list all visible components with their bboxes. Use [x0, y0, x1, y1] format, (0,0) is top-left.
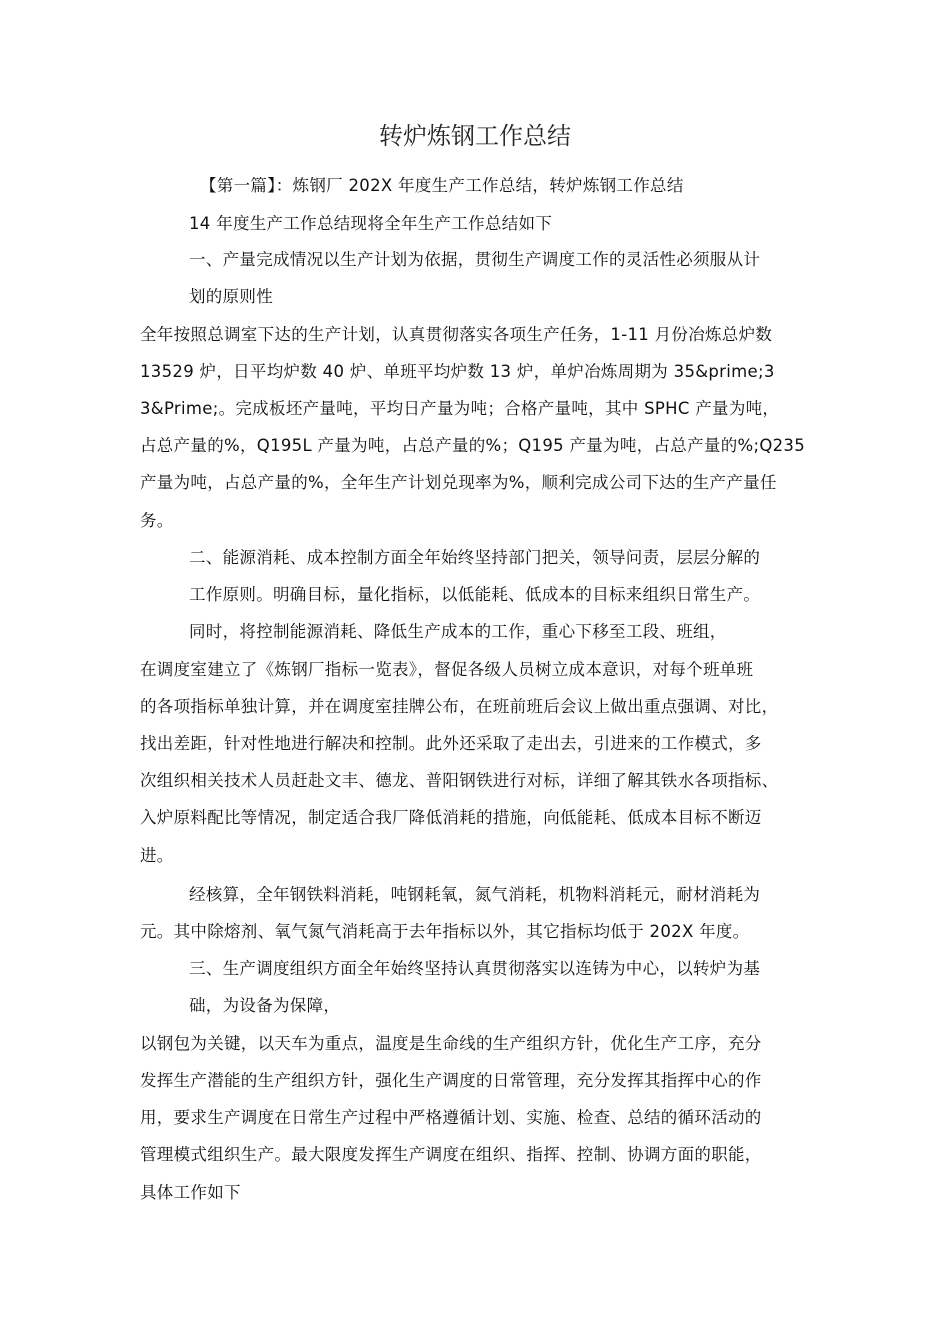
text-line: 管理模式组织生产。最大限度发挥生产调度在组织、指挥、控制、协调方面的职能，: [140, 1145, 762, 1164]
text-line: 13529 炉，日平均炉数 40 炉、单班平均炉数 13 炉，单炉冶炼周期为 35&prime;3: [140, 362, 775, 381]
text-line: 一、产量完成情况以生产计划为依据，贯彻生产调度工作的灵活性必须服从计: [189, 250, 761, 269]
text-line: 三、生产调度组织方面全年始终坚持认真贯彻落实以连铸为中心，以转炉为基: [189, 959, 761, 978]
text-line: 全年按照总调室下达的生产计划，认真贯彻落实各项生产任务，1-11 月份冶炼总炉数: [140, 325, 773, 344]
text-line: 发挥生产潜能的生产组织方针，强化生产调度的日常管理，充分发挥其指挥中心的作: [140, 1071, 762, 1090]
text-line: 3&Prime;。完成板坯产量吨，平均日产量为吨；合格产量吨，其中 SPHC 产量为吨，: [140, 399, 780, 418]
text-line: 二、能源消耗、成本控制方面全年始终坚持部门把关，领导问责，层层分解的: [189, 548, 761, 567]
text-line: 具体工作如下: [140, 1183, 241, 1202]
text-line: 务。: [140, 511, 174, 530]
text-line: 用，要求生产调度在日常生产过程中严格遵循计划、实施、检查、总结的循环活动的: [140, 1108, 762, 1127]
text-line: 产量为吨，占总产量的%，全年生产计划兑现率为%，顺利完成公司下达的生产产量任: [140, 473, 777, 492]
text-line: 【第一篇】：炼钢厂 202X 年度生产工作总结，转炉炼钢工作总结: [200, 176, 684, 195]
text-line: 在调度室建立了《炼钢厂指标一览表》，督促各级人员树立成本意识，对每个班单班: [140, 660, 754, 679]
text-line: 经核算，全年钢铁料消耗，吨钢耗氧，氮气消耗，机物料消耗元，耐材消耗为: [189, 885, 761, 904]
text-line: 元。其中除熔剂、氧气氮气消耗高于去年指标以外，其它指标均低于 202X 年度。: [140, 922, 750, 941]
text-line: 进。: [140, 846, 174, 865]
text-line: 次组织相关技术人员赶赴文丰、德龙、普阳钢铁进行对标，详细了解其铁水各项指标、: [140, 771, 779, 790]
text-line: 占总产量的%，Q195L 产量为吨，占总产量的%；Q195 产量为吨，占总产量的%;Q235: [140, 436, 806, 455]
text-line: 工作原则。明确目标，量化指标，以低能耗、低成本的目标来组织日常生产。: [189, 585, 761, 604]
text-line: 同时，将控制能源消耗、降低生产成本的工作，重心下移至工段、班组，: [189, 622, 727, 641]
text-line: 础，为设备为保障，: [189, 996, 341, 1015]
text-line: 入炉原料配比等情况，制定适合我厂降低消耗的措施，向低能耗、低成本目标不断迈: [140, 808, 762, 827]
document-title: 转炉炼钢工作总结: [379, 122, 571, 150]
text-line: 的各项指标单独计算，并在调度室挂牌公布，在班前班后会议上做出重点强调、对比，: [140, 697, 779, 716]
text-line: 14 年度生产工作总结现将全年生产工作总结如下: [189, 214, 553, 233]
text-line: 划的原则性: [189, 287, 273, 306]
text-line: 以钢包为关键，以天车为重点，温度是生命线的生产组织方针，优化生产工序，充分: [140, 1034, 762, 1053]
text-line: 找出差距，针对性地进行解决和控制。此外还采取了走出去，引进来的工作模式，多: [140, 734, 762, 753]
